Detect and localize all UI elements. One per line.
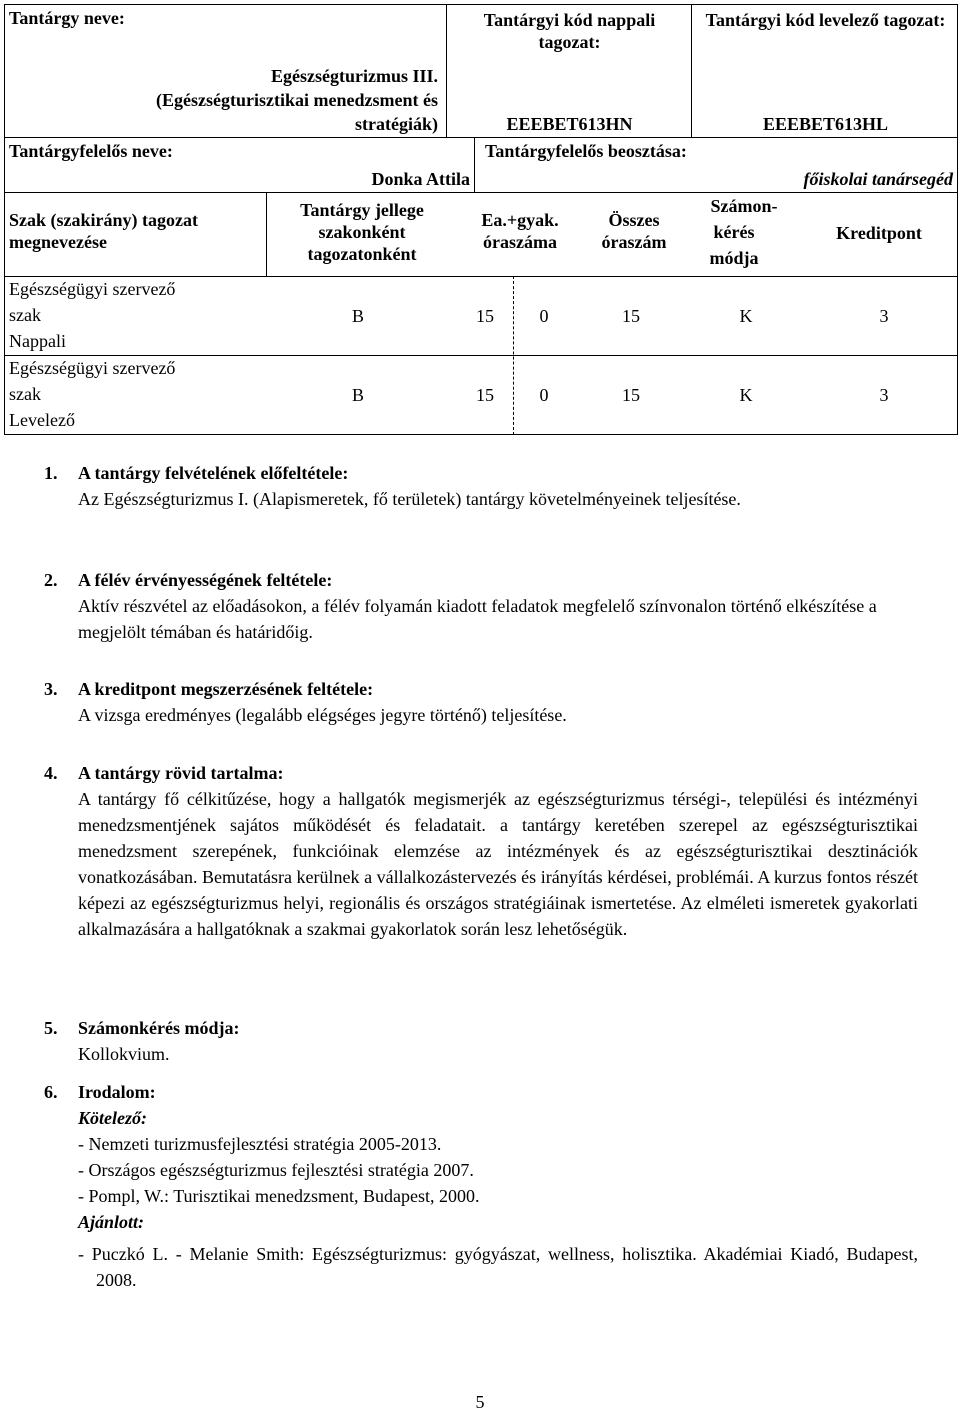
required-reading-item: - Pompl, W.: Turisztikai menedzsment, Budapest, 2000. [78, 1186, 480, 1206]
col-exam-label-1: Számon- [710, 196, 778, 216]
row-program-line3: Levelező [9, 410, 75, 430]
section-4-title: A tantárgy rövid tartalma: [78, 763, 284, 783]
section-6 [78, 1079, 918, 1293]
col-exam-header [684, 192, 804, 276]
section-3-body: A vizsga eredményes (legalább elégséges jegyre történő) teljesítése. [78, 705, 567, 725]
code-corr-value: EEEBET613HL [762, 114, 889, 134]
section-1-body: Az Egészségturizmus I. (Alapismeretek, fő területek) tantárgy követelményeinek teljesítése. [78, 489, 741, 509]
code-day-label: Tantárgyi kód nappali tagozat: [483, 10, 656, 52]
row-program-line1: Egészségügyi szervező [9, 279, 176, 299]
row-credit: 3 [879, 306, 889, 326]
section-2-body: Aktív részvétel az előadásokon, a félév folyamán kiadott feladatok megfelelő színvonalon történő elkészítése a megjelölt témában és határidőig. [78, 596, 877, 642]
col-exam-label-3: módja [709, 248, 759, 268]
code-day-value: EEEBET613HN [506, 114, 633, 134]
subject-name-line2: (Egészségturisztikai menedzsment és [156, 90, 438, 110]
responsible-label: Tantárgyfelelős neve: [9, 141, 173, 161]
row-program-line2: szak [9, 384, 41, 404]
position-value: főiskolai tanársegéd [803, 169, 953, 189]
section-5-number: 5. [44, 1018, 58, 1038]
row-lecture-hours: 15 [476, 306, 494, 326]
section-4-body: A tantárgy fő célkitűzése, hogy a hallgatók megismerjék az egészségturizmus térségi-, települési és intézményi menedzsmentjének sajátos működését és feladatait. a tantárgy keretében szerepel az egészségturisztikai menedzsment szerepének, funkcióinak elemzése az intézmények és az egészségturisztikai desztinációk vonatkozásában. Bemutatásra kerülnek a vállalkozástervezés és irányítás kérdései, problémái. A kurzus fontos részét képezi az egészségturizmus helyi, regionális és országos stratégiáinak ismertetése. Az elméleti ismeretek gyakorlati alkalmazására a hallgatóknak a szakmai gyakorlatok során lesz lehetőségük. [78, 789, 918, 939]
row-lecture-hours: 15 [476, 385, 494, 405]
section-1 [78, 460, 918, 512]
subject-name-line3: stratégiák) [355, 114, 438, 134]
required-reading-item: - Országos egészségturizmus fejlesztési stratégia 2007. [78, 1160, 474, 1180]
code-corr-label: Tantárgyi kód levelező tagozat: [705, 10, 946, 30]
col-hours-header [456, 192, 584, 276]
subject-name-cell [4, 4, 446, 137]
subject-name-line1: Egészségturizmus III. [271, 66, 438, 86]
section-1-number: 1. [44, 463, 58, 483]
col-program-label: Szak (szakirány) tagozat megnevezése [9, 210, 198, 252]
section-6-title: Irodalom: [78, 1082, 156, 1102]
section-5-title: Számonkérés módja: [78, 1018, 240, 1038]
recommended-reading-item: - Puczkó L. - Melanie Smith: Egészségturizmus: gyógyászat, wellness, holisztika. Akadémiai Kiadó, Budapest, 2008. [78, 1244, 918, 1290]
row-total-hours: 15 [622, 306, 640, 326]
row-credit: 3 [879, 385, 889, 405]
col-program-header [4, 192, 266, 276]
section-4-number: 4. [44, 763, 58, 783]
section-3 [78, 676, 918, 728]
col-total-header [584, 192, 684, 276]
col-credit-label: Kreditpont [836, 223, 922, 243]
position-cell [474, 137, 958, 192]
col-credit-header [804, 192, 958, 276]
col-total-label: Összes óraszám [601, 210, 667, 252]
section-6-number: 6. [44, 1082, 58, 1102]
row-practice-hours: 0 [539, 385, 549, 405]
row-exam: K [739, 385, 753, 405]
required-reading-item: - Nemzeti turizmusfejlesztési stratégia 2005-2013. [78, 1134, 442, 1154]
required-reading-label: Kötelező: [78, 1108, 147, 1128]
recommended-reading-label: Ajánlott: [78, 1212, 145, 1232]
row-type: B [351, 306, 364, 326]
section-4 [78, 760, 918, 942]
page-number: 5 [475, 1392, 485, 1412]
row-total-hours: 15 [622, 385, 640, 405]
section-3-title: A kreditpont megszerzésének feltétele: [78, 679, 374, 699]
col-hours-label: Ea.+gyak. óraszáma [481, 210, 559, 252]
col-exam-label-2: kérés [713, 222, 755, 242]
col-type-header [266, 192, 456, 276]
hours-separator [4, 276, 514, 435]
position-label: Tantárgyfelelős beosztása: [485, 141, 687, 161]
col-type-label: Tantárgy jellege szakonként tagozatonként [300, 200, 424, 264]
responsible-name: Donka Attila [371, 169, 470, 189]
responsible-cell [4, 137, 474, 192]
code-day-cell [446, 4, 691, 137]
section-2 [78, 567, 918, 645]
section-2-number: 2. [44, 570, 58, 590]
section-1-title: A tantárgy felvételének előfeltétele: [78, 463, 349, 483]
row-type: B [351, 385, 364, 405]
row-program-line3: Nappali [9, 331, 66, 351]
row-exam: K [739, 306, 753, 326]
section-3-number: 3. [44, 679, 58, 699]
row-practice-hours: 0 [539, 306, 549, 326]
section-5 [78, 1015, 918, 1067]
course-header-table [4, 4, 958, 434]
row-program-line2: szak [9, 305, 41, 325]
row-program-line1: Egészségügyi szervező [9, 358, 176, 378]
subject-name-label: Tantárgy neve: [9, 8, 125, 28]
section-2-title: A félév érvényességének feltétele: [78, 570, 333, 590]
section-5-body: Kollokvium. [78, 1044, 170, 1064]
code-corr-cell [691, 4, 958, 137]
